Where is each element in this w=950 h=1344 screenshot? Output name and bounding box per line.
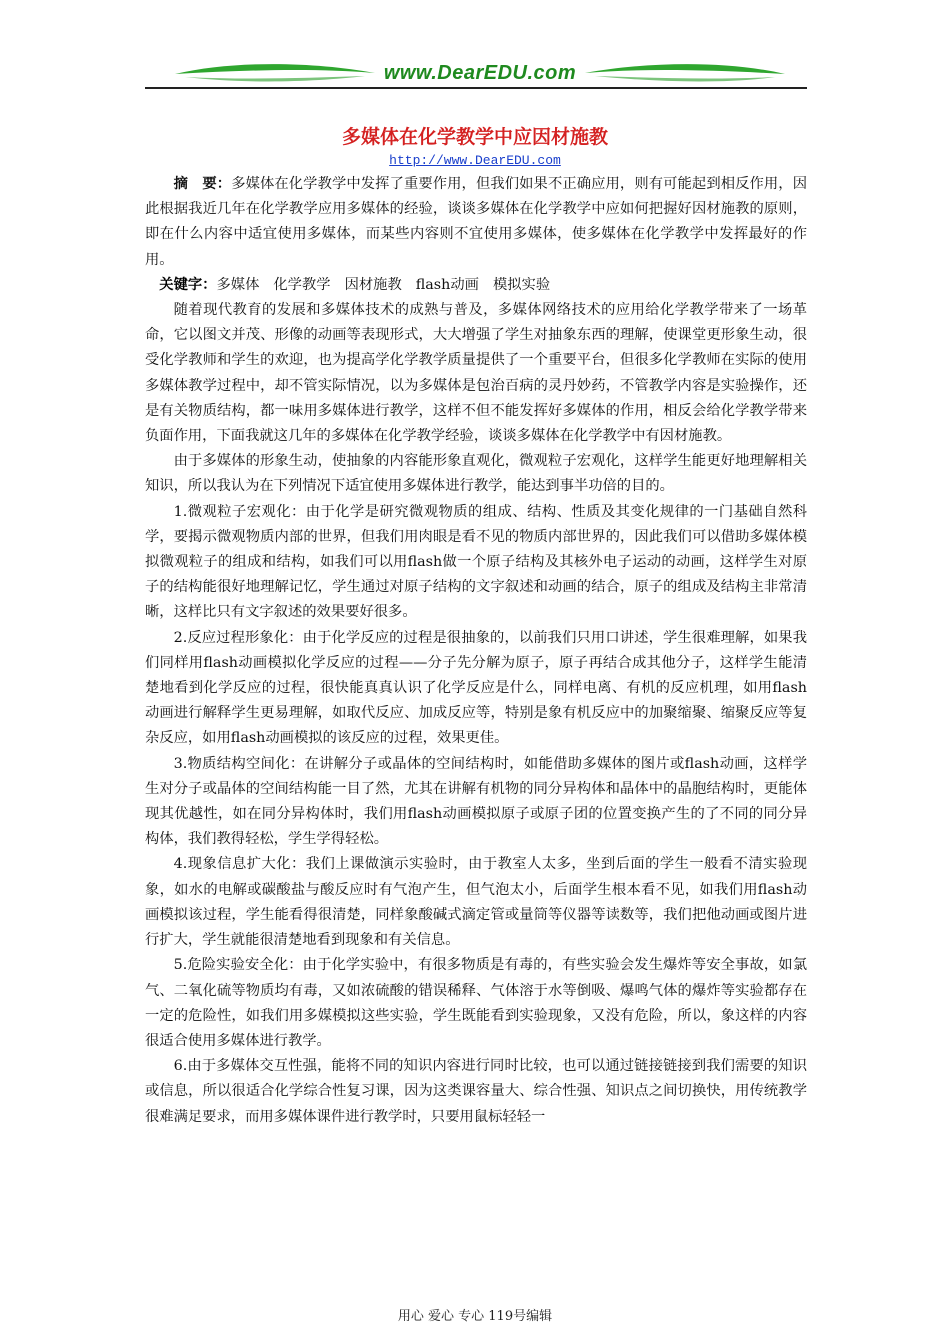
- keywords-line: [145, 273, 807, 298]
- abstract-text: 多媒体在化学教学中发挥了重要作用，但我们如果不正确应用，则有可能起到相反作用，因此根据我近几年在化学教学应用多媒体的经验，谈谈多媒体在化学教学中应如何把握好因材施教的原则，即在什么内容中适宜使用多媒体，而某些内容则不宜使用多媒体，使多媒体在化学教学中发挥最好的作用。: [145, 176, 807, 268]
- page-footer: 用心 爱心 专心 119号编辑: [397, 1309, 553, 1324]
- body-paragraph: 6.由于多媒体交互性强，能将不同的知识内容进行同时比较，也可以通过链接链接到我们需要的知识或信息，所以很适合化学综合性复习课，因为这类课容量大、综合性强、知识点之间切换快，用传统教学很难满足要求，而用多媒体课件进行教学时，只要用鼠标轻轻一: [145, 1058, 807, 1125]
- keyword: 化学教学: [273, 276, 331, 293]
- abstract-paragraph: [145, 172, 807, 273]
- abstract-label: 摘 要：: [173, 176, 232, 192]
- site-logo-text: www.DearEDU.com: [383, 62, 577, 84]
- body-paragraph: 1.微观粒子宏观化：由于化学是研究微观物质的组成、结构、性质及其变化规律的一门基础自然科学，要揭示微观物质内部的世界，但我们用肉眼是看不见的物质内部世界的，因此我们可以借助多媒体模拟微观粒子的组成和结构，如我们可以用flash做一个原子结构及其核外电子运动的动画，这样学生对原子的结构能很好地理解记忆，学生通过对原子结构的文字叙述和动画的结合，原子的组成及结构主非常清晰，这样比只有文字叙述的效果要好很多。: [145, 503, 807, 621]
- body-paragraph: 3.物质结构空间化：在讲解分子或晶体的空间结构时，如能借助多媒体的图片或flash动画，这样学生对分子或晶体的空间结构能一目了然，尤其在讲解有机物的同分异构体和晶体中的晶胞结构时，更能体现其优越性，如在同分异构体时，我们用flash动画模拟原子或原子团的位置变换产生的了不同的同分异构体，我们教得轻松，学生学得轻松。: [145, 755, 807, 848]
- body-paragraph: 2.反应过程形象化：由于化学反应的过程是很抽象的，以前我们只用口讲述，学生很难理解，如果我们同样用flash动画模拟化学反应的过程——分子先分解为原子，原子再结合成其他分子，这样学生能清楚地看到化学反应的过程，很快能真真认识了化学反应是什么，同样电离、有机的反应机理，如用flash动画进行解释学生更易理解，如取代反应、加成反应等，特别是象有机反应中的加聚缩聚、缩聚反应等复杂反应，如用flash动画模拟的该反应的过程，效果更佳。: [145, 629, 807, 747]
- source-link[interactable]: http://www.DearEDU.com: [389, 153, 561, 168]
- article-title: 多媒体在化学教学中应因材施教: [341, 126, 608, 148]
- keyword: 因材施教: [344, 276, 402, 293]
- header-divider: [145, 87, 807, 89]
- keyword: 多媒体: [216, 276, 260, 293]
- article-body: [145, 172, 807, 1130]
- keyword: flash动画: [415, 276, 479, 293]
- body-paragraph: 5.危险实验安全化：由于化学实验中，有很多物质是有毒的，有些实验会发生爆炸等安全事故，如氯气、二氧化硫等物质均有毒，又如浓硫酸的错误稀释、气体溶于水等倒吸、爆鸣气体的爆炸等实验都存在一定的危险性，如我们用多媒模拟这些实验，学生既能看到实验现象，又没有危险，所以，象这样的内容很适合使用多媒体进行教学。: [145, 957, 807, 1049]
- body-paragraph: 4.现象信息扩大化：我们上课做演示实验时，由于教室人太多，坐到后面的学生一般看不清实验现象，如水的电解或碳酸盐与酸反应时有气泡产生，但气泡太小，后面学生根本看不见，如我们用flash动画模拟该过程，学生能看得很清楚，同样象酸碱式滴定管或量筒等仪器等读数等，我们把他动画或图片进行扩大，学生就能很清楚地看到现象和有关信息。: [145, 856, 807, 949]
- body-paragraph: 随着现代教育的发展和多媒体技术的成熟与普及，多媒体网络技术的应用给化学教学带来了一场革命，它以图文并茂、形像的动画等表现形式，大大增强了学生对抽象东西的理解，使课堂更形象生动，很受化学教师和学生的欢迎，也为提高学化学教学质量提供了一个重要平台，但很多化学教师在实际的使用多媒体教学过程中，却不管实际情况，以为多媒体是包治百病的灵丹妙药，不管教学内容是实验操作，还是有关物质结构，都一味用多媒体进行教学，这样不但不能发挥好多媒体的作用，相反会给化学教学带来负面作用，下面我就这几年的多媒体在化学教学经验，谈谈多媒体在化学教学中有因材施教。: [145, 302, 807, 445]
- body-paragraph: 由于多媒体的形象生动，使抽象的内容能形象直观化，微观粒子宏观化，这样学生能更好地理解相关知识，所以我认为在下列情况下适宜使用多媒体进行教学，能达到事半功倍的目的。: [145, 453, 807, 495]
- keywords-label: 关键字：: [159, 276, 217, 293]
- keyword: 模拟实验: [492, 276, 551, 293]
